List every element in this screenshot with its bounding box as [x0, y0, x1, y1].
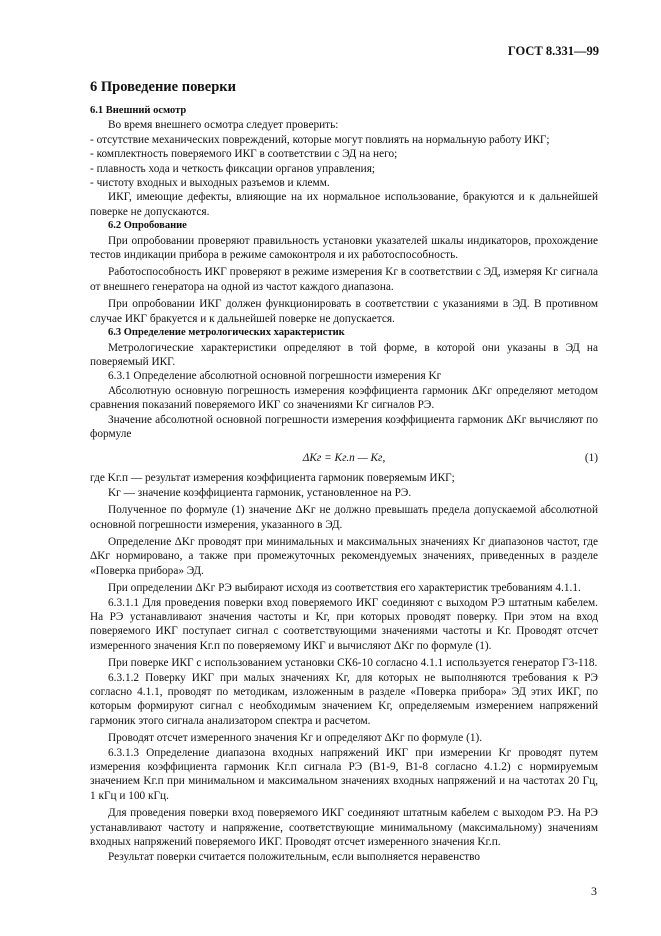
paragraph: При поверке ИКГ с использованием установки СК6-10 согласно 4.1.1 используется генератор Г3-118. — [108, 657, 598, 670]
list-item: - чистоту входных и выходных разъемов и клемм. — [90, 177, 330, 190]
paragraph: Полученное по формуле (1) значение ΔKг не должно превышать предела допускаемой абсолютной основной погрешности измерения, указанного в ЭД. — [90, 504, 598, 531]
clause-heading: 6.3.1 Определение абсолютной основной погрешности измерения Kг — [108, 370, 442, 383]
paragraph: Результат поверки считается положительным, если выполняется неравенство — [108, 850, 481, 863]
paragraph: 6.3.1.2 Поверку ИКГ при малых значениях Kг, для которых не выполняются требования к РЭ согласно 4.1.1, проводят по методикам, изложенным в разделе «Поверка прибора» ЭД этих ИКГ, по которым формируют сигнал с необходимым значением Kг, определяемым измерением напряжений гармоник этого сигнала анализатором спектра и расчетом. — [90, 671, 598, 727]
paragraph: Определение ΔKг проводят при минимальных и максимальных значениях Kг диапазонов частот, где ΔKг нормировано, а также при промежуточных рекомендуемых значениях, приведенных в разделе «Поверка прибора» ЭД. — [90, 535, 598, 577]
paragraph: Работоспособность ИКГ проверяют в режиме измерения Kг в соответствии с ЭД, измеряя Kг сигнала от внешнего генератора на одной из частот каждого диапазона. — [90, 266, 598, 293]
paragraph: Значение абсолютной основной погрешности измерения коэффициента гармоник ΔKг вычисляют по формуле — [90, 413, 598, 440]
page-number: 3 — [591, 884, 597, 898]
list-item: - плавность хода и четкость фиксации органов управления; — [90, 162, 376, 175]
list-item: - отсутствие механических повреждений, которые могут повлиять на нормальную работу ИКГ; — [90, 133, 550, 146]
list-item: - комплектность поверяемого ИКГ в соответствии с ЭД на него; — [90, 148, 398, 161]
paragraph: ИКГ, имеющие дефекты, влияющие на их нормальное использование, бракуются и к дальнейшей поверке не допускаются. — [90, 191, 598, 218]
paragraph: Абсолютную основную погрешность измерения коэффициента гармоник ΔKг определяют методом сравнения показаний поверяемого ИКГ со значениями Kг сигналов РЭ. — [90, 384, 598, 412]
paragraph: При опробовании ИКГ должен функционировать в соответствии с указаниями в ЭД. В противном случае ИКГ бракуется и к дальнейшей поверке не допускается. — [90, 298, 598, 325]
section-title: 6 Проведение поверки — [90, 79, 237, 95]
formula-number: (1) — [584, 452, 598, 465]
where-line: Kг — значение коэффициента гармоник, установленное на РЭ. — [108, 486, 412, 499]
paragraph: При опробовании проверяют правильность установки указателей шкалы индикаторов, прохождение тестов индикации прибора в режиме самоконтроля и их работоспособность. — [90, 234, 598, 262]
document-body — [90, 104, 598, 864]
formula-expression: ΔKг = Kг.п — Kг, — [302, 452, 386, 465]
paragraph: Проводят отсчет измеренного значения Kг и определяют ΔKг по формуле (1). — [108, 732, 483, 745]
paragraph: Для проведения поверки вход поверяемого ИКГ соединяют штатным кабелем с выходом РЭ. На РЭ устанавливают частоту и напряжение, соответствующие минимальному (максимальному) значениям входных напряжений поверяемого ИКГ. Проводят отсчет измеренного значения Kг.п. — [90, 807, 598, 849]
paragraph: Во время внешнего осмотра следует проверить: — [108, 119, 339, 132]
paragraph: 6.3.1.3 Определение диапазона входных напряжений ИКГ при измерении Kг проводят путем измерения коэффициента гармоник Kг.п сигнала РЭ (B1-9, B1-8 согласно 4.1.2) с нормируемым значением Kг.п при минимальном и максимальном значениях входных напряжений и на частотах 20 Гц, 1 кГц и 100 кГц. — [90, 746, 598, 802]
paragraph: 6.3.1.1 Для проведения поверки вход поверяемого ИКГ соединяют с выходом РЭ штатным кабелем. На РЭ устанавливают значения частоты и Kг, при которых проводят поверку. При этом на вход поверяемого ИКГ поступает сигнал с соответствующими значениями частоты и Kг. Проводят отсчет измеренного значения Kг.п по поверяемому ИКГ и вычисляют ΔKг по формуле (1). — [90, 596, 598, 652]
paragraph: Метрологические характеристики определяют в той форме, в которой они указаны в ЭД на поверяемый ИКГ. — [90, 341, 598, 368]
where-line: где Kг.п — результат измерения коэффициента гармоник поверяемым ИКГ; — [90, 472, 455, 485]
document-code: ГОСТ 8.331—99 — [507, 44, 599, 58]
subsection-heading: 6.2 Опробование — [108, 220, 187, 232]
subsection-heading: 6.1 Внешний осмотр — [90, 105, 187, 116]
formula — [90, 448, 598, 470]
subsection-heading: 6.3 Определение метрологических характеристик — [108, 327, 345, 339]
paragraph: При определении ΔKг РЭ выбирают исходя из соответствия его характеристик требованиям 4.1.1. — [108, 582, 581, 595]
